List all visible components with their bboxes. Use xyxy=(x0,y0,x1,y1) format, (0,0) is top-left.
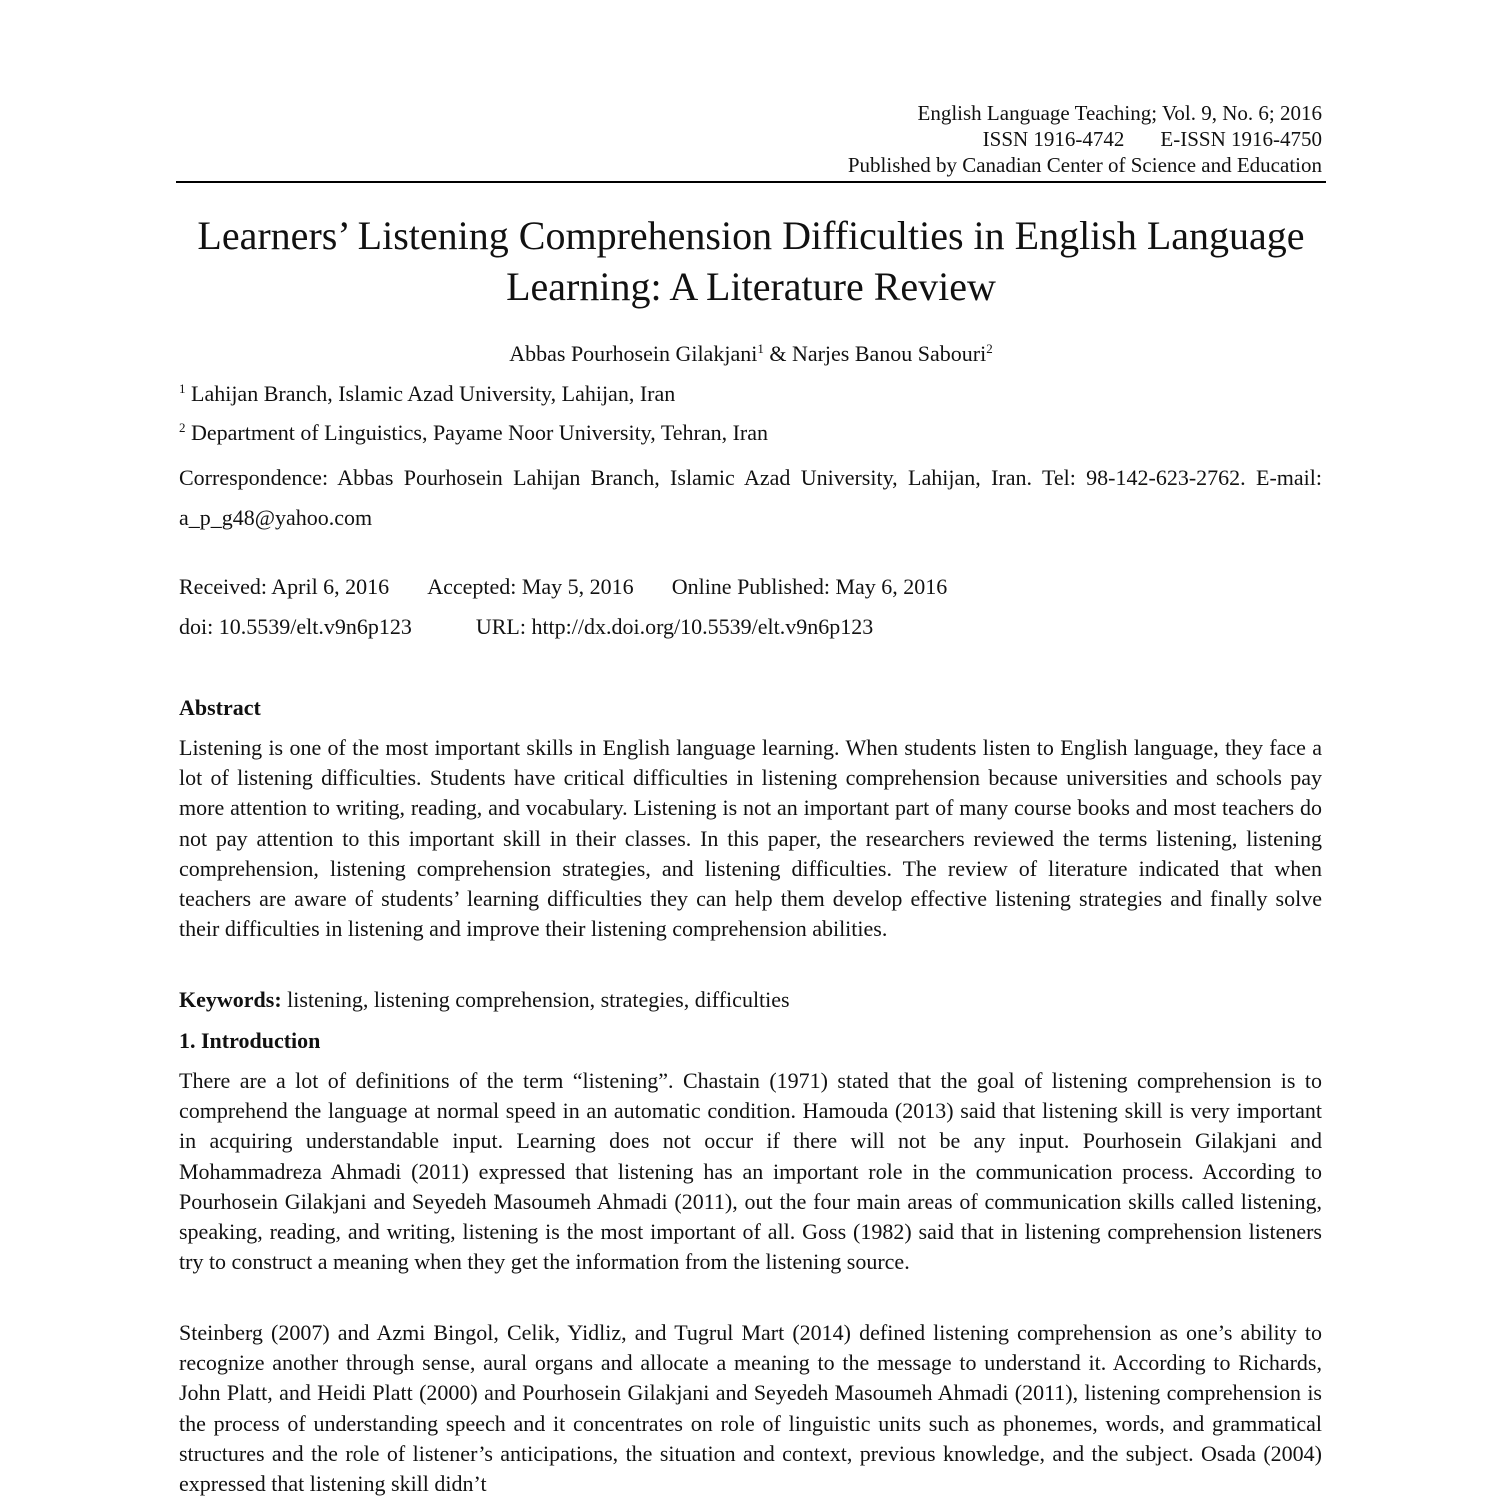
introduction-paragraph-1: There are a lot of definitions of the term “listening”. Chastain (1971) stated that the goal of listening comprehension is to comprehend the language at normal speed in an automatic condition. Hamouda (2013) said that listening skill is very important in acquiring understandable input. Learning does not occur if there will not be any input. Pourhosein Gilakjani and Mohammadreza Ahmadi (2011) expressed that listening has an important role in the communication process. According to Pourhosein Gilakjani and Seyedeh Masoumeh Ahmadi (2011), out the four main areas of communication skills called listening, speaking, reading, and writing, listening is the most important of all. Goss (1982) said that in listening comprehension listeners try to construct a meaning when they get the information from the listening source. xyxy=(179,1068,1322,1275)
abstract-body: Listening is one of the most important skills in English language learning. When students listen to English language, they face a lot of listening difficulties. Students have critical difficulties in listening comprehension because universities and schools pay more attention to writing, reading, and vocabulary. Listening is not an important part of many course books and most teachers do not pay attention to this important skill in their classes. In this paper, the researchers reviewed the terms listening, listening comprehension, listening comprehension strategies, and listening difficulties. The review of literature indicated that when teachers are aware of students’ learning difficulties they can help them develop effective listening strategies and finally solve their difficulties in listening and improve their listening comprehension abilities. xyxy=(179,735,1322,942)
author-1: Abbas Pourhosein Gilakjani xyxy=(509,341,758,366)
online-published-date: Online Published: May 6, 2016 xyxy=(671,574,948,599)
author-list xyxy=(176,340,1326,368)
doi: doi: 10.5539/elt.v9n6p123 xyxy=(179,614,412,639)
affiliation-2 xyxy=(179,419,768,447)
correspondence: Correspondence: Abbas Pourhosein Lahijan Branch, Islamic Azad University, Lahijan, Iran. Tel: 98-142-623-2762. E-mail: a_p_g48@yahoo.com xyxy=(179,465,1322,530)
journal-header xyxy=(176,100,1322,178)
affiliation-2-mark: 2 xyxy=(179,420,186,435)
affiliation-2-text: Department of Linguistics, Payame Noor University, Tehran, Iran xyxy=(191,420,769,445)
author-2-affiliation-mark: 2 xyxy=(986,341,993,356)
abstract-heading: Abstract xyxy=(179,695,261,720)
publisher-line: Published by Canadian Center of Science and Education xyxy=(847,153,1322,177)
issn: ISSN 1916-4742 xyxy=(982,127,1125,151)
journal-volume-line: English Language Teaching; Vol. 9, No. 6; 2016 xyxy=(917,101,1322,125)
accepted-date: Accepted: May 5, 2016 xyxy=(427,574,634,599)
keywords xyxy=(179,986,790,1014)
affiliation-1-text: Lahijan Branch, Islamic Azad University, Lahijan, Iran xyxy=(191,381,676,406)
received-date: Received: April 6, 2016 xyxy=(179,574,390,599)
introduction-heading: 1. Introduction xyxy=(179,1028,321,1053)
affiliation-1-mark: 1 xyxy=(179,381,186,396)
author-separator: & xyxy=(763,341,792,366)
header-divider xyxy=(176,181,1326,183)
title-line-2: Learning: A Literature Review xyxy=(506,264,996,309)
eissn: E-ISSN 1916-4750 xyxy=(1160,127,1322,151)
keywords-label: Keywords: xyxy=(179,987,282,1012)
title-line-1: Learners’ Listening Comprehension Difficulties in English Language xyxy=(197,213,1305,258)
affiliation-1 xyxy=(179,380,675,408)
author-2: Narjes Banou Sabouri xyxy=(791,341,987,366)
doi-line xyxy=(179,613,873,641)
introduction-paragraph-2: Steinberg (2007) and Azmi Bingol, Celik, Yidliz, and Tugrul Mart (2014) defined listening comprehension as one’s ability to recognize another through sense, aural organs and allocate a meaning to the message to understand it. According to Richards, John Platt, and Heidi Platt (2000) and Pourhosein Gilakjani and Seyedeh Masoumeh Ahmadi (2011), listening comprehension is the process of understanding speech and it concentrates on role of linguistic units such as phonemes, words, and grammatical structures and the role of listener’s anticipations, the situation and context, previous knowledge, and the subject. Osada (2004) expressed that listening skill didn’t xyxy=(179,1320,1322,1497)
issn-line xyxy=(176,126,1322,152)
paper-title xyxy=(176,210,1326,312)
keywords-text: listening, listening comprehension, strategies, difficulties xyxy=(281,987,790,1012)
publication-dates xyxy=(179,573,947,601)
author-1-affiliation-mark: 1 xyxy=(757,341,764,356)
doi-url-link[interactable]: URL: http://dx.doi.org/10.5539/elt.v9n6p123 xyxy=(475,614,874,639)
